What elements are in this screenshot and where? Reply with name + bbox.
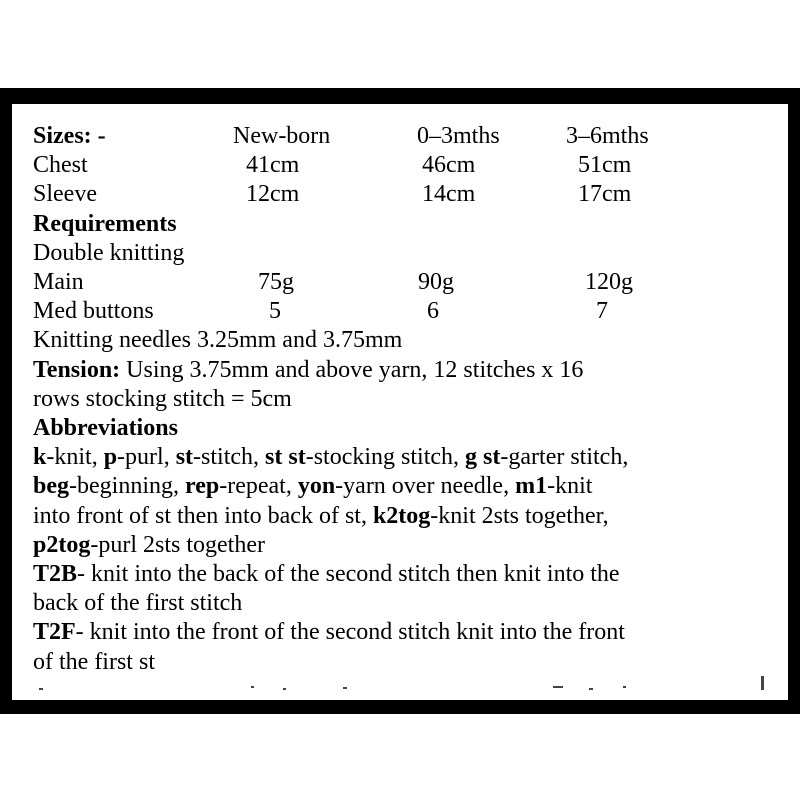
t2b-line-1 bbox=[33, 560, 778, 589]
size-newborn: New-born bbox=[233, 123, 331, 149]
abbrev-line-4 bbox=[33, 531, 778, 560]
pattern-content bbox=[33, 122, 778, 677]
row-label: Main bbox=[33, 268, 84, 295]
size-0-3: 0–3mths bbox=[417, 123, 500, 149]
abbrev-line-3 bbox=[33, 502, 778, 531]
abbrev-def: into front of st then into back of st, bbox=[33, 502, 373, 529]
abbrev-term: T2F bbox=[33, 619, 76, 646]
text-fragment bbox=[283, 688, 286, 690]
abbrev-term: st bbox=[175, 444, 194, 471]
t2f-line-1 bbox=[33, 618, 778, 647]
chest-row bbox=[33, 151, 778, 180]
abbrev-term: yon bbox=[297, 473, 336, 500]
row-value: 6 bbox=[427, 298, 439, 325]
abbrev-def: - knit into the back of the second stitch then knit into the bbox=[77, 560, 620, 587]
row-label: Med buttons bbox=[33, 298, 154, 325]
tension-text: Using 3.75mm and above yarn, 12 stitches x 16 bbox=[120, 356, 584, 383]
abbreviations-heading: Abbreviations bbox=[33, 414, 178, 441]
text-fragment bbox=[343, 687, 347, 689]
tension-label: Tension: bbox=[33, 356, 121, 383]
main-yarn-row bbox=[33, 268, 778, 297]
row-value: 12cm bbox=[246, 181, 300, 208]
abbrev-term: p bbox=[103, 444, 118, 471]
sleeve-row bbox=[33, 180, 778, 209]
abbrev-def: -stocking stitch, bbox=[305, 444, 466, 471]
row-value: 17cm bbox=[578, 181, 632, 208]
abbrev-term: g st bbox=[465, 444, 501, 471]
row-value: 46cm bbox=[422, 152, 476, 179]
text-fragment bbox=[251, 686, 254, 688]
t2f-line-2: of the first st bbox=[33, 648, 155, 675]
text-fragment bbox=[39, 688, 43, 690]
row-value: 90g bbox=[418, 268, 454, 295]
abbrev-line-2 bbox=[33, 472, 778, 501]
abbrev-def: -knit bbox=[547, 473, 593, 500]
needles-line: Knitting needles 3.25mm and 3.75mm bbox=[33, 327, 403, 354]
row-value: 51cm bbox=[578, 152, 632, 179]
buttons-row bbox=[33, 297, 778, 326]
abbrev-term: p2tog bbox=[33, 531, 91, 558]
abbrev-term: T2B bbox=[33, 560, 78, 587]
abbrev-term: rep bbox=[184, 473, 220, 500]
tension-line-1 bbox=[33, 356, 778, 385]
abbrev-term: beg bbox=[33, 473, 69, 500]
abbrev-def: -purl, bbox=[117, 444, 176, 471]
pattern-page bbox=[12, 104, 788, 700]
row-label: Chest bbox=[33, 152, 88, 179]
t2b-line-2: back of the first stitch bbox=[33, 590, 243, 617]
cut-off-text-fragments bbox=[33, 676, 778, 696]
black-frame bbox=[0, 88, 800, 714]
tension-line-2: rows stocking stitch = 5cm bbox=[33, 385, 292, 412]
abbrev-def: -repeat, bbox=[219, 473, 298, 500]
abbrev-def: - knit into the front of the second stitch knit into the front bbox=[75, 619, 625, 646]
row-value: 120g bbox=[585, 268, 633, 295]
row-value: 14cm bbox=[422, 181, 476, 208]
abbrev-def: -yarn over needle, bbox=[335, 473, 516, 500]
text-fragment bbox=[553, 686, 563, 688]
yarn-type: Double knitting bbox=[33, 239, 185, 266]
row-value: 41cm bbox=[246, 152, 300, 179]
row-value: 7 bbox=[596, 298, 608, 325]
requirements-heading: Requirements bbox=[33, 210, 177, 237]
text-fragment bbox=[589, 688, 593, 690]
abbrev-term: k2tog bbox=[372, 502, 431, 529]
row-label: Sleeve bbox=[33, 181, 97, 208]
abbrev-def: -knit, bbox=[46, 444, 104, 471]
abbrev-def: -knit 2sts together, bbox=[430, 502, 609, 529]
abbrev-term: st st bbox=[265, 444, 306, 471]
row-value: 5 bbox=[269, 298, 281, 325]
abbrev-line-1 bbox=[33, 443, 778, 472]
abbrev-term: k bbox=[33, 444, 47, 471]
abbrev-def: -purl 2sts together bbox=[90, 531, 265, 558]
size-3-6: 3–6mths bbox=[566, 123, 649, 149]
sizes-label: Sizes: - bbox=[33, 123, 106, 149]
sizes-header-row bbox=[33, 122, 778, 151]
abbrev-def: -garter stitch, bbox=[500, 444, 629, 471]
abbrev-def: -beginning, bbox=[69, 473, 185, 500]
text-fragment bbox=[761, 676, 764, 690]
abbrev-term: m1 bbox=[515, 473, 548, 500]
abbrev-def: -stitch, bbox=[193, 444, 266, 471]
row-value: 75g bbox=[258, 268, 294, 295]
text-fragment bbox=[623, 686, 626, 688]
